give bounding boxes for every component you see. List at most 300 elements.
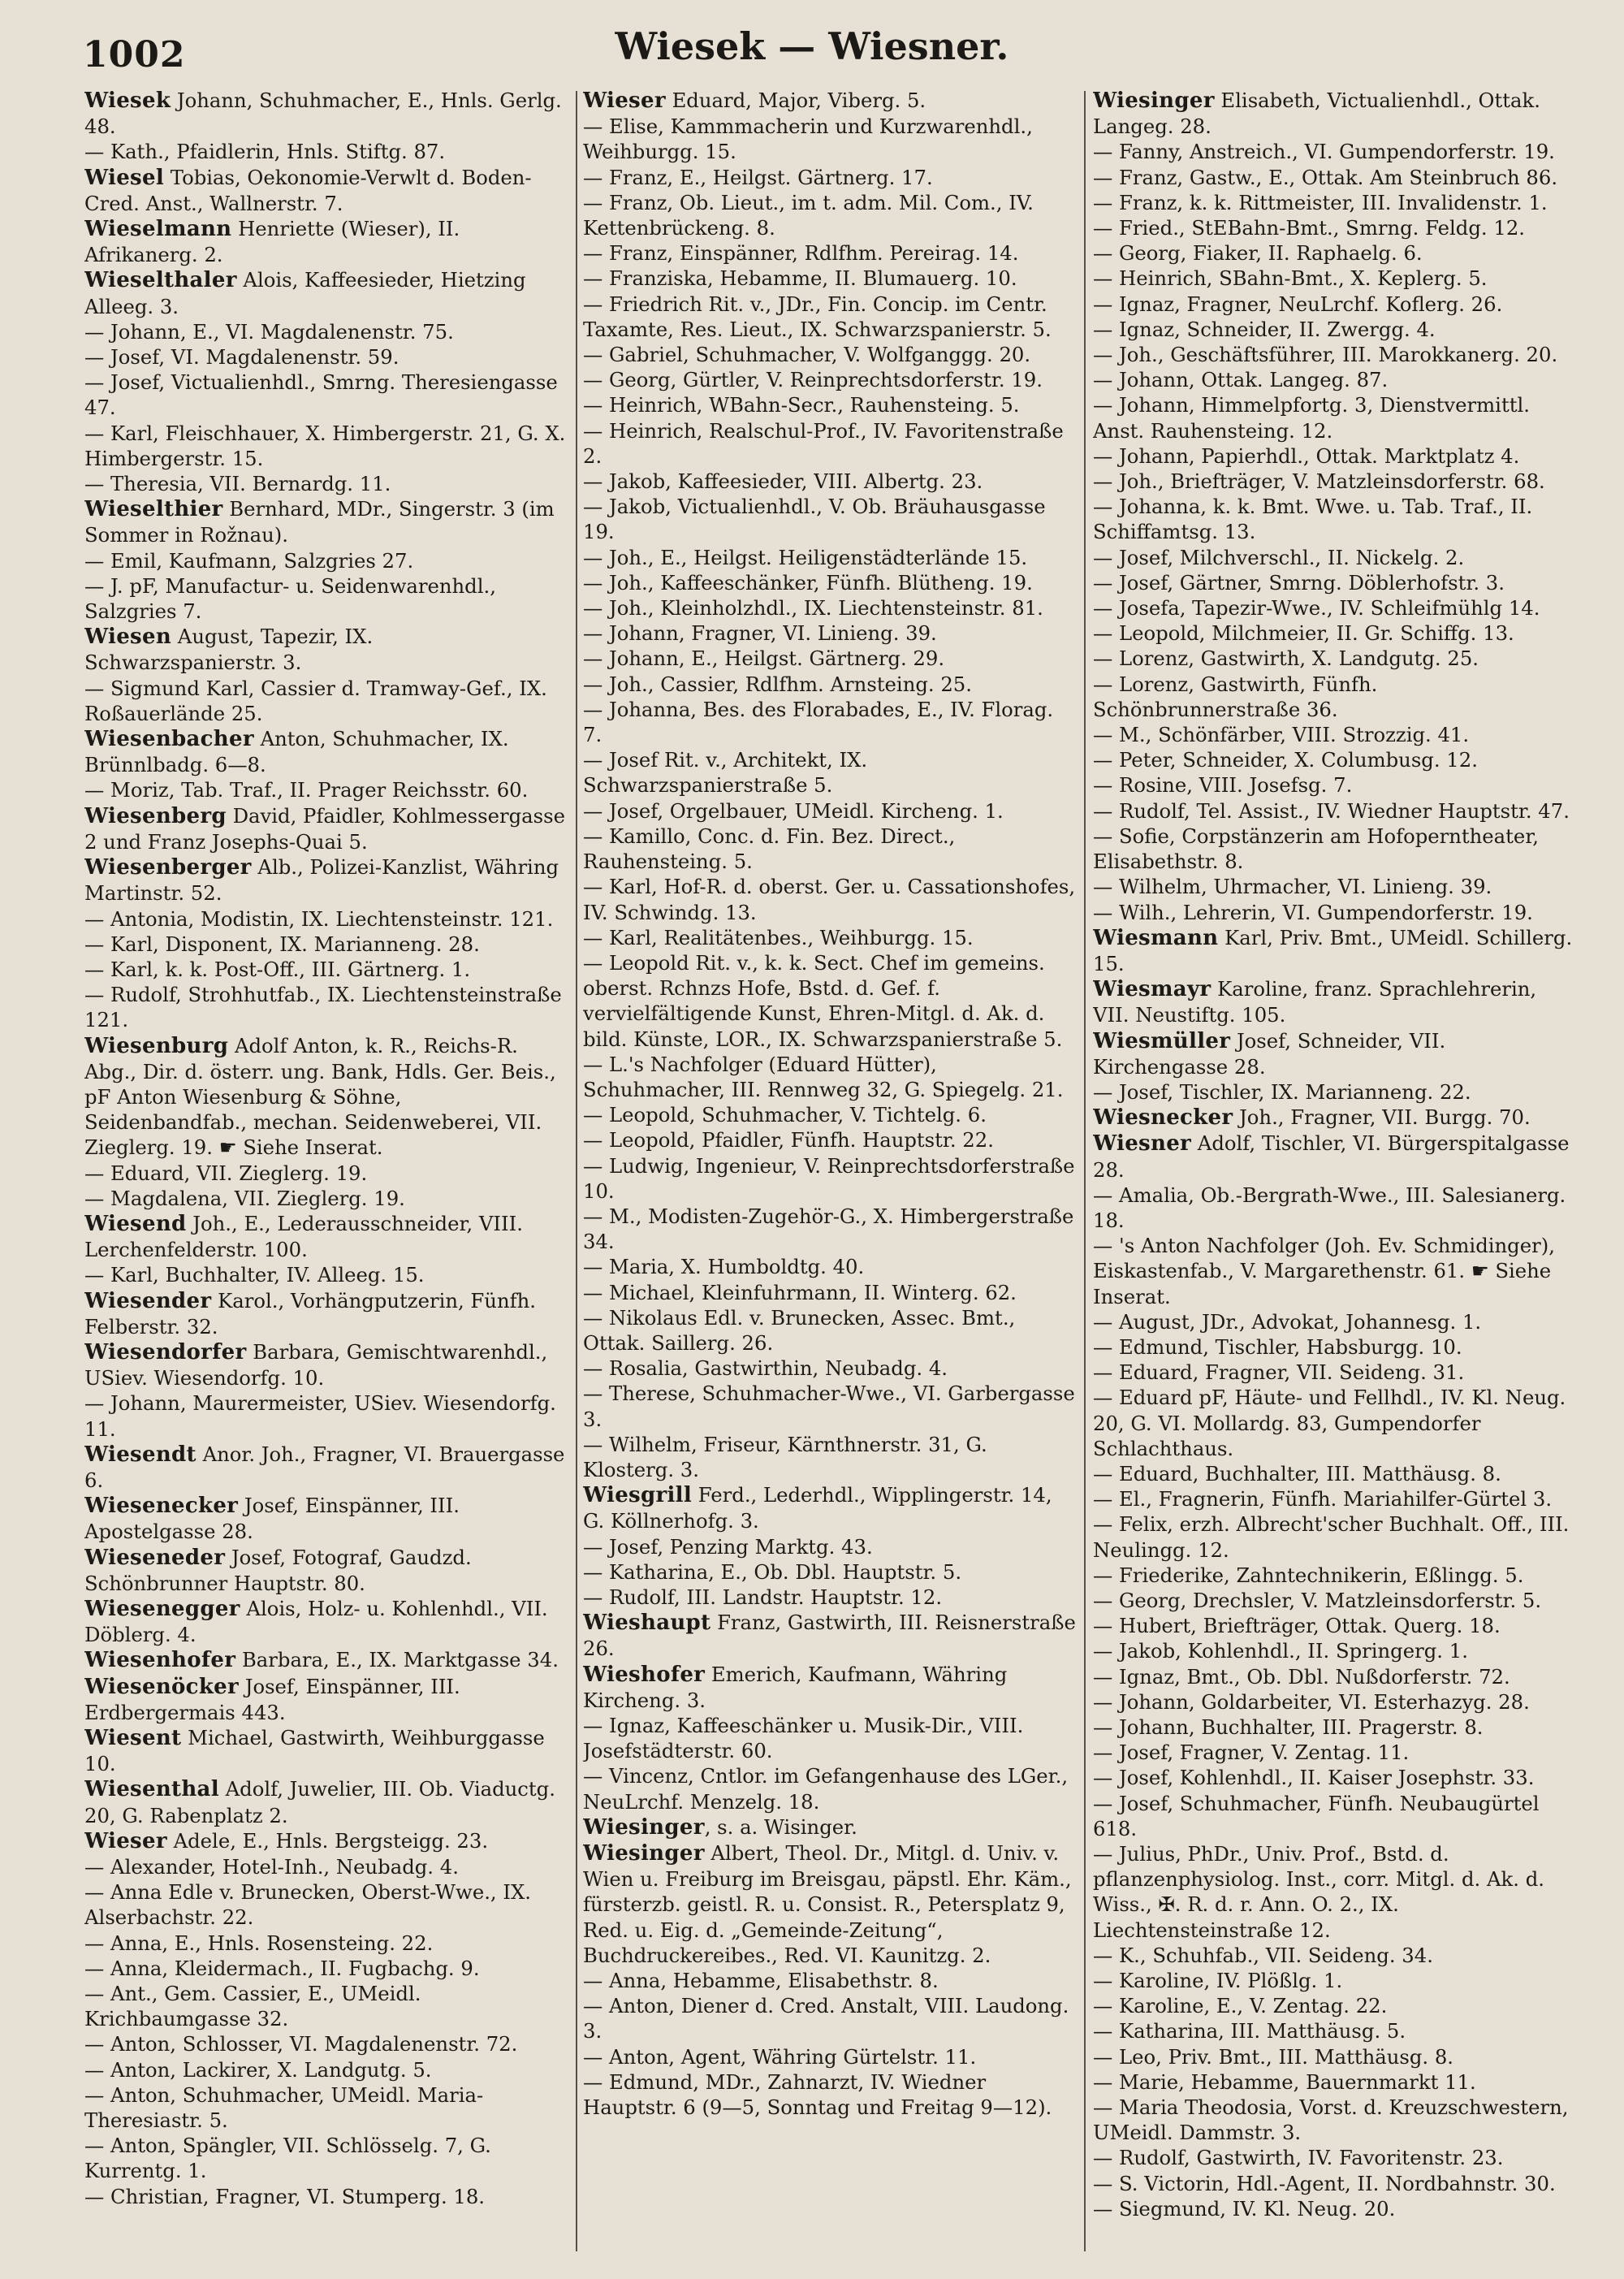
column-2 <box>583 88 1077 2264</box>
column-1 <box>84 88 568 2264</box>
entry-text: Emerich, Kaufmann, Währing Kircheng. 3. <box>583 1662 1008 1712</box>
entry-text: — Josef, Kohlenhdl., II. Kaiser Josephstr. 33. <box>1093 1766 1535 1790</box>
entry-text: — Rosalia, Gastwirthin, Neubadg. 4. <box>583 1356 948 1381</box>
entry-text: — Gabriel, Schuhmacher, V. Wolfganggg. 20. <box>583 343 1031 367</box>
entry-text: — Josef, Tischler, IX. Marianneng. 22. <box>1093 1079 1471 1104</box>
entry-text: — Kamillo, Conc. d. Fin. Bez. Direct., Rauhensteing. 5. <box>583 824 956 874</box>
entry-text: Anton, Schuhmacher, IX. Brünnlbadg. 6—8. <box>84 727 509 777</box>
directory-entry-headword <box>84 1647 568 1673</box>
entry-text: Eduard, Major, Viberg. 5. <box>665 89 926 112</box>
directory-entry <box>1093 2069 1579 2095</box>
directory-entry <box>583 697 1077 747</box>
running-head: Wiesek — Wiesner. <box>615 24 1009 68</box>
entry-surname: Wiesenberg <box>84 803 227 828</box>
entry-text: — Vincenz, Cntlor. im Gefangenhause des LGer., NeuLrchf. Menzelg. 18. <box>583 1764 1069 1814</box>
entry-text: — Maria Theodosia, Vorst. d. Kreuzschwestern, UMeidl. Dammstr. 3. <box>1093 2095 1569 2145</box>
directory-entry <box>1093 1791 1579 1841</box>
entry-text: — Eduard, Buchhalter, III. Matthäusg. 8. <box>1093 1461 1501 1485</box>
directory-entry <box>1093 469 1579 494</box>
entry-surname: Wieselthaler <box>84 268 237 293</box>
entry-text: — Amalia, Ob.-Bergrath-Wwe., III. Salesianerg. 18. <box>1093 1183 1566 1232</box>
entry-text: — Johanna, Bes. des Florabades, E., IV. Florag. 7. <box>583 697 1054 747</box>
entry-text: — Joh., E., Heilgst. Heiligenstädterlände 15. <box>583 545 1028 569</box>
directory-entry <box>84 1390 568 1441</box>
entry-text: — Ignaz, Schneider, II. Zwergg. 4. <box>1093 317 1436 341</box>
entry-text: — Johann, Ottak. Langeg. 87. <box>1093 368 1389 392</box>
directory-entry-headword <box>84 1033 568 1161</box>
entry-text: — Josef, Gärtner, Smrng. Döblerhofstr. 3. <box>1093 570 1505 595</box>
column-3 <box>1093 88 1579 2264</box>
entry-text: — Karl, Hof-R. d. oberst. Ger. u. Cassationshofes, IV. Schwindg. 13. <box>583 875 1076 924</box>
directory-entry <box>583 2069 1077 2120</box>
directory-entry-headword <box>1093 976 1579 1027</box>
directory-entry <box>1093 165 1579 190</box>
entry-text: Franz, Gastwirth, III. Reisnerstraße 26. <box>583 1611 1076 1661</box>
page-number: 1002 <box>83 34 186 76</box>
entry-text: Karl, Priv. Bmt., UMeidl. Schillerg. 15. <box>1093 925 1573 975</box>
entry-text: — Johann, E., VI. Magdalenenstr. 75. <box>84 319 454 344</box>
directory-entry <box>1093 292 1579 317</box>
directory-entry <box>1093 621 1579 646</box>
directory-entry <box>583 672 1077 697</box>
directory-entry <box>583 469 1077 494</box>
entry-text: — Karl, Disponent, IX. Marianneng. 28. <box>84 932 480 956</box>
entry-text: — Heinrich, SBahn-Bmt., X. Keplerg. 5. <box>1093 266 1488 291</box>
entry-text: Josef, Einspänner, III. Apostelgasse 28. <box>84 1494 460 1544</box>
entry-text: — Hubert, Briefträger, Ottak. Querg. 18. <box>1093 1614 1501 1638</box>
directory-entry-headword <box>84 88 568 139</box>
entry-text: — S. Victorin, Hdl.-Agent, II. Nordbahnstr. 30. <box>1093 2171 1556 2195</box>
directory-entry <box>84 957 568 982</box>
directory-entry <box>583 798 1077 824</box>
entry-text: Josef, Fotograf, Gaudzd. Schönbrunner Hauptstr. 80. <box>84 1545 472 1595</box>
entry-text: — Anton, Schuhmacher, UMeidl. Maria-Theresiastr. 5. <box>84 2082 484 2133</box>
entry-text: — Johann, E., Heilgst. Gärtnerg. 29. <box>583 647 945 671</box>
directory-entry <box>84 319 568 344</box>
directory-entry <box>84 1879 568 1930</box>
entry-text: — Theresia, VII. Bernardg. 11. <box>84 472 391 496</box>
directory-entry <box>583 292 1077 342</box>
directory-entry-headword <box>1093 1028 1579 1079</box>
directory-entry <box>84 471 568 496</box>
entry-text: — Ludwig, Ingenieur, V. Reinprechtsdorferstraße 10. <box>583 1153 1075 1203</box>
entry-text: — Karl, k. k. Post-Off., III. Gärtnerg. 1. <box>84 957 471 981</box>
entry-text: — Eduard pF, Häute- und Fellhdl., IV. Kl. Neug. 20, G. VI. Mollardg. 83, Gumpendorfer Schlachthaus. <box>1093 1386 1566 1460</box>
directory-entry-headword <box>1093 925 1579 976</box>
entry-text: — Wilhelm, Friseur, Kärnthnerstr. 31, G. Klosterg. 3. <box>583 1432 987 1481</box>
directory-entry <box>583 950 1077 1052</box>
entry-text: — Ant., Gem. Cassier, E., UMeidl. Krichbaumgasse 32. <box>84 1982 421 2031</box>
directory-entry <box>1093 2018 1579 2043</box>
entry-text: — Katharina, III. Matthäusg. 5. <box>1093 2019 1406 2043</box>
directory-entry <box>1093 317 1579 342</box>
entry-surname: Wiesender <box>84 1288 212 1313</box>
entry-text: — Magdalena, VII. Zieglerg. 19. <box>84 1186 405 1210</box>
entry-surname: Wiesenegger <box>84 1596 240 1621</box>
entry-surname: Wiesnecker <box>1093 1105 1233 1131</box>
directory-entry <box>583 1585 1077 1610</box>
entry-text: — Anna, E., Hnls. Rosensteing. 22. <box>84 1931 434 1955</box>
entry-text: — Eduard, VII. Zieglerg. 19. <box>84 1161 368 1185</box>
directory-entry <box>84 370 568 420</box>
directory-entry <box>1093 1689 1579 1715</box>
directory-entry <box>583 165 1077 190</box>
directory-entry <box>84 2082 568 2133</box>
entry-text: — Jakob, Victualienhdl., V. Ob. Bräuhausgasse 19. <box>583 495 1046 544</box>
entry-text: Elisabeth, Victualienhdl., Ottak. Langeg. 28. <box>1093 89 1540 139</box>
directory-entry <box>1093 1740 1579 1765</box>
directory-entry-headword <box>84 624 568 675</box>
directory-entry <box>583 646 1077 671</box>
directory-entry <box>84 1186 568 1211</box>
entry-text: — Anna, Kleidermach., II. Fugbachg. 9. <box>84 1956 480 1980</box>
directory-entry <box>583 1254 1077 1279</box>
directory-entry <box>583 2044 1077 2069</box>
entry-surname: Wiesenecker <box>84 1494 239 1519</box>
directory-entry <box>1093 1715 1579 1740</box>
entry-text: — Edmund, MDr., Zahnarzt, IV. Wiedner Hauptstr. 6 (9—5, Sonntag und Freitag 9—12). <box>583 2069 1052 2120</box>
directory-entry <box>583 824 1077 874</box>
entry-surname: Wiesenhofer <box>84 1648 236 1673</box>
entry-text: David, Pfaidler, Kohlmessergasse 2 und Franz Josephs-Quai 5. <box>84 803 565 854</box>
entry-text: — Lorenz, Gastwirth, Fünfh. Schönbrunnerstraße 36. <box>1093 672 1378 721</box>
entry-surname: Wiesel <box>84 165 165 190</box>
directory-entry <box>583 367 1077 392</box>
entry-text: — Johann, Papierhdl., Ottak. Marktplatz 4. <box>1093 443 1520 468</box>
directory-entry <box>1093 139 1579 164</box>
entry-text: — Michael, Kleinfuhrmann, II. Winterg. 62. <box>583 1280 1017 1304</box>
directory-entry <box>1093 1486 1579 1511</box>
entry-text: — Anton, Spängler, VII. Schlösselg. 7, G. Kurrentg. 1. <box>84 2134 491 2183</box>
directory-entry <box>84 139 568 164</box>
entry-surname: Wiesmann <box>1093 925 1219 950</box>
entry-text: — Anna Edle v. Brunecken, Oberst-Wwe., IX. Alserbachstr. 22. <box>84 1880 531 1930</box>
entry-text: — Johann, Buchhalter, III. Pragerstr. 8. <box>1093 1715 1484 1739</box>
entry-text: — J. pF, Manufactur- u. Seidenwarenhdl., Salzgries 7. <box>84 573 496 624</box>
directory-entry <box>1093 215 1579 240</box>
directory-entry <box>1093 2171 1579 2196</box>
directory-entry-headword <box>84 1288 568 1339</box>
entry-text: — Franz, Einspänner, Rdlfhm. Pereirag. 14. <box>583 241 1019 266</box>
directory-entry <box>583 1204 1077 1254</box>
entry-text: Albert, Theol. Dr., Mitgl. d. Univ. v. Wien u. Freiburg im Breisgau, päpstl. Ehr. Käm., fürsterzb. geistl. R. u. Consist. R., Petersplatz 9, Red. u. Eig. d. „Gemeinde-Zeitung“, Buchdruckereibes., Red. VI. Kaunitzg. 2. <box>583 1841 1072 1967</box>
entry-text: — Johanna, k. k. Bmt. Wwe. u. Tab. Traf., II. Schiffamtsg. 13. <box>1093 495 1533 544</box>
directory-entry <box>1093 1943 1579 1968</box>
entry-text: Bernhard, MDr., Singerstr. 3 (im Sommer in Rožnau). <box>84 497 555 547</box>
entry-text: — Josef, Milchverschl., II. Nickelg. 2. <box>1093 545 1465 569</box>
entry-surname: Wiesen <box>84 625 172 650</box>
entry-text: — Rudolf, Strohhutfab., IX. Liechtensteinstraße 121. <box>84 983 562 1032</box>
entry-text: Alois, Kaffeesieder, Hietzing Alleeg. 3. <box>84 268 526 318</box>
entry-surname: Wiesgrill <box>583 1483 693 1508</box>
directory-entry-headword <box>84 165 568 216</box>
directory-entry <box>1093 900 1579 925</box>
entry-text: — Johann, Goldarbeiter, VI. Esterhazyg. 28. <box>1093 1689 1530 1714</box>
entry-surname: Wiesenthal <box>84 1777 219 1802</box>
directory-entry <box>583 392 1077 417</box>
directory-entry <box>84 421 568 471</box>
entry-text: — Kath., Pfaidlerin, Hnls. Stiftg. 87. <box>84 140 446 164</box>
entry-text: — Ignaz, Bmt., Ob. Dbl. Nußdorferstr. 72. <box>1093 1664 1510 1689</box>
directory-entry-headword <box>1093 1105 1579 1131</box>
column-divider <box>576 91 577 2251</box>
directory-entry <box>84 2057 568 2082</box>
entry-text: — Johann, Maurermeister, USiev. Wiesendorfg. 11. <box>84 1391 556 1441</box>
entry-surname: Wiesenberger <box>84 855 252 880</box>
directory-entry <box>84 2133 568 2183</box>
entry-text: — Sigmund Karl, Cassier d. Tramway-Gef., IX. Roßauerlände 25. <box>84 676 547 725</box>
entry-text: — Nikolaus Edl. v. Brunecken, Assec. Bmt., Ottak. Saillerg. 26. <box>583 1305 1016 1355</box>
entry-text: — Katharina, E., Ob. Dbl. Hauptstr. 5. <box>583 1559 962 1584</box>
entry-surname: Wieshaupt <box>583 1611 711 1636</box>
entry-text: — K., Schuhfab., VII. Seideng. 34. <box>1093 1943 1433 1967</box>
directory-entry <box>583 595 1077 621</box>
entry-text: — Sofie, Corpstänzerin am Hofoperntheater, Elisabethstr. 8. <box>1093 824 1539 874</box>
directory-entry <box>1093 798 1579 824</box>
entry-text: — Karl, Fleischhauer, X. Himbergerstr. 21, G. X. Himbergerstr. 15. <box>84 421 566 470</box>
directory-entry <box>1093 824 1579 874</box>
entry-text: — Antonia, Modistin, IX. Liechtensteinstr. 121. <box>84 906 554 931</box>
directory-entry-headword <box>583 1610 1077 1661</box>
entry-text: — Friedrich Rit. v., JDr., Fin. Concip. im Centr. Taxamte, Res. Lieut., IX. Schwarzspanierstr. 5. <box>583 292 1052 341</box>
entry-text: — Josefa, Tapezir-Wwe., IV. Schleifmühlg 14. <box>1093 596 1540 621</box>
entry-text: — Lorenz, Gastwirth, X. Landgutg. 25. <box>1093 647 1479 671</box>
entry-text: — Josef, Orgelbauer, UMeidl. Kircheng. 1. <box>583 798 1004 823</box>
entry-surname: Wieseneder <box>84 1545 226 1570</box>
directory-entry-headword <box>84 854 568 906</box>
directory-entry <box>1093 1563 1579 1588</box>
entry-text: — M., Schönfärber, VIII. Strozzig. 41. <box>1093 723 1470 747</box>
entry-surname: Wiesmayr <box>1093 977 1212 1002</box>
entry-text: — Josef, Fragner, V. Zentag. 11. <box>1093 1741 1410 1765</box>
entry-text: — Franz, Ob. Lieut., im t. adm. Mil. Com., IV. Kettenbrückeng. 8. <box>583 190 1034 240</box>
directory-entry <box>84 932 568 957</box>
entry-surname: Wiesmüller <box>1093 1028 1231 1053</box>
entry-text: — Leopold, Pfaidler, Fünfh. Hauptstr. 22. <box>583 1128 994 1152</box>
directory-entry <box>84 1981 568 2031</box>
entry-text: — Edmund, Tischler, Habsburgg. 10. <box>1093 1334 1462 1359</box>
entry-text: — Johann, Fragner, VI. Linieng. 39. <box>583 621 937 646</box>
entry-text: — Joh., Briefträger, V. Matzleinsdorferstr. 68. <box>1093 469 1545 494</box>
directory-entry <box>583 1713 1077 1763</box>
directory-entry <box>583 342 1077 367</box>
directory-entry-headword <box>84 726 568 777</box>
directory-entry-headword <box>84 1596 568 1647</box>
directory-entry <box>1093 494 1579 544</box>
directory-entry <box>84 1931 568 1956</box>
entry-text: Joh., E., Lederausschneider, VIII. Lerchenfelderstr. 100. <box>84 1211 523 1262</box>
entry-text: Adolf, Juwelier, III. Ob. Viaductg. 20, G. Rabenplatz 2. <box>84 1777 555 1827</box>
directory-entry-headword <box>84 803 568 854</box>
entry-text: Adolf Anton, k. R., Reichs-R. Abg., Dir. d. österr. ung. Bank, Hdls. Ger. Beis., pF Anton Wiesenburg & Söhne, Seidenbandfab., mechan. Seidenweberei, VII. Zieglerg. 19. ☛ Siehe Inserat. <box>84 1033 556 1160</box>
directory-entry <box>84 344 568 370</box>
entry-text: — Jakob, Kohlenhdl., II. Springerg. 1. <box>1093 1639 1468 1663</box>
directory-entry <box>583 494 1077 544</box>
entry-text: Tobias, Oekonomie-Verwlt d. Boden-Cred. Anst., Wallnerstr. 7. <box>84 165 532 215</box>
directory-entry <box>1093 1461 1579 1486</box>
entry-surname: Wiesner <box>1093 1131 1192 1157</box>
directory-entry-headword <box>84 267 568 318</box>
entry-text: — Emil, Kaufmann, Salzgries 27. <box>84 548 414 573</box>
directory-entry-headword <box>84 1545 568 1596</box>
directory-entry-headword <box>583 88 1077 114</box>
entry-text: Karol., Vorhängputzerin, Fünfh. Felberstr. 32. <box>84 1288 536 1338</box>
directory-entry <box>1093 1613 1579 1638</box>
directory-entry <box>1093 1079 1579 1105</box>
entry-text: — Marie, Hebamme, Bauernmarkt 11. <box>1093 2069 1476 2094</box>
directory-entry <box>84 777 568 802</box>
directory-entry <box>1093 266 1579 291</box>
directory-entry <box>583 1102 1077 1127</box>
directory-entry-headword <box>84 1442 568 1493</box>
directory-entry <box>1093 672 1579 722</box>
directory-entry <box>84 1854 568 1879</box>
directory-entry <box>1093 1588 1579 1613</box>
entry-text: — Peter, Schneider, X. Columbusg. 12. <box>1093 748 1478 772</box>
directory-entry <box>1093 1334 1579 1360</box>
directory-entry <box>583 1305 1077 1356</box>
directory-entry-headword <box>1093 88 1579 139</box>
directory-entry-headword <box>84 1493 568 1544</box>
entry-text: — Siegmund, IV. Kl. Neug. 20. <box>1093 2196 1396 2221</box>
entry-text: — Alexander, Hotel-Inh., Neubadg. 4. <box>84 1855 459 1879</box>
entry-text: — Josef, Schuhmacher, Fünfh. Neubaugürtel 618. <box>1093 1791 1540 1840</box>
entry-surname: Wieser <box>84 1828 167 1853</box>
entry-text: — Anton, Diener d. Cred. Anstalt, VIII. Laudong. 3. <box>583 1994 1069 2043</box>
directory-entry <box>583 240 1077 266</box>
entry-text: — Johann, Himmelpfortg. 3, Dienstvermittl. Anst. Rauhensteing. 12. <box>1093 393 1530 443</box>
entry-surname: Wiesenöcker <box>84 1674 239 1699</box>
directory-entry <box>583 1356 1077 1381</box>
directory-entry <box>1093 2044 1579 2069</box>
directory-entry <box>84 2184 568 2209</box>
directory-entry <box>583 1052 1077 1102</box>
entry-text: — Joh., Cassier, Rdlfhm. Arnsteing. 25. <box>583 672 972 696</box>
entry-text: Ferd., Lederhdl., Wipplingerstr. 14, G. Köllnerhofg. 3. <box>583 1483 1052 1533</box>
directory-entry <box>1093 747 1579 772</box>
entry-text: — Christian, Fragner, VI. Stumperg. 18. <box>84 2184 486 2208</box>
directory-entry <box>583 114 1077 164</box>
directory-entry <box>1093 1765 1579 1790</box>
directory-entry-headword <box>84 1211 568 1262</box>
entry-text: Michael, Gastwirth, Weihburggasse 10. <box>84 1726 545 1776</box>
entry-text: — Karl, Buchhalter, IV. Alleeg. 15. <box>84 1263 425 1287</box>
directory-entry-headword <box>84 1339 568 1390</box>
entry-text: — Fried., StEBahn-Bmt., Smrng. Feldg. 12. <box>1093 216 1526 240</box>
entry-text: — Ignaz, Fragner, NeuLrchf. Koflerg. 26. <box>1093 292 1503 316</box>
entry-text: — Leopold, Milchmeier, II. Gr. Schiffg. 13. <box>1093 621 1514 646</box>
entry-text: Alois, Holz- u. Kohlenhdl., VII. Döblerg. 4. <box>84 1596 548 1647</box>
directory-entry <box>583 1280 1077 1305</box>
directory-entry <box>583 190 1077 240</box>
directory-entry <box>583 1432 1077 1482</box>
entry-text: — Franziska, Hebamme, II. Blumauerg. 10. <box>583 266 1017 291</box>
entry-surname: Wiesendt <box>84 1442 197 1467</box>
directory-entry <box>583 1559 1077 1585</box>
entry-text: — Franz, k. k. Rittmeister, III. Invalidenstr. 1. <box>1093 190 1548 214</box>
entry-text: — Karoline, E., V. Zentag. 22. <box>1093 1994 1388 2018</box>
entry-text: — Wilh., Lehrerin, VI. Gumpendorferstr. 19. <box>1093 900 1533 924</box>
entry-text: — Heinrich, WBahn-Secr., Rauhensteing. 5. <box>583 393 1020 417</box>
directory-entry <box>1093 874 1579 899</box>
directory-entry <box>1093 240 1579 266</box>
entry-text: — Anna, Hebamme, Elisabethstr. 8. <box>583 1969 939 1993</box>
entry-text: — Rudolf, III. Landstr. Hauptstr. 12. <box>583 1585 943 1609</box>
entry-text: — Felix, erzh. Albrecht'scher Buchhalt. Off., III. Neulingg. 12. <box>1093 1512 1570 1562</box>
directory-entry-headword <box>84 1674 568 1725</box>
directory-entry <box>1093 570 1579 595</box>
directory-entry <box>583 418 1077 469</box>
entry-surname: Wiesenburg <box>84 1033 229 1058</box>
entry-text: — M., Modisten-Zugehör-G., X. Himbergerstraße 34. <box>583 1204 1074 1254</box>
directory-entry <box>1093 1360 1579 1385</box>
directory-entry <box>583 1993 1077 2043</box>
directory-entry <box>1093 1841 1579 1943</box>
entry-text: — Maria, X. Humboldtg. 40. <box>583 1255 865 1279</box>
entry-text: — Josef Rit. v., Architekt, IX. Schwarzspanierstraße 5. <box>583 748 868 798</box>
directory-entry <box>1093 2145 1579 2170</box>
entry-text: — Therese, Schuhmacher-Wwe., VI. Garbergasse 3. <box>583 1382 1075 1431</box>
entry-text: — Josef, Victualienhdl., Smrng. Theresiengasse 47. <box>84 370 558 420</box>
directory-entry <box>84 573 568 624</box>
entry-text: Alb., Polizei-Kanzlist, Währing Martinstr. 52. <box>84 855 559 906</box>
entry-text: Anor. Joh., Fragner, VI. Brauergasse 6. <box>84 1442 565 1492</box>
entry-text: — Ignaz, Kaffeeschänker u. Musik-Dir., VIII. Josefstädterstr. 60. <box>583 1714 1024 1763</box>
directory-entry <box>583 1763 1077 1814</box>
directory-entry <box>1093 722 1579 747</box>
entry-text: — Heinrich, Realschul-Prof., IV. Favoritenstraße 2. <box>583 418 1064 468</box>
entry-surname: Wieshofer <box>583 1662 706 1687</box>
entry-text: — Josef, VI. Magdalenenstr. 59. <box>84 345 400 370</box>
entry-text: Joh., Fragner, VII. Burgg. 70. <box>1233 1105 1531 1130</box>
directory-entry-headword <box>84 1828 568 1854</box>
entry-text: — Friederike, Zahntechnikerin, Eßlingg. 5. <box>1093 1563 1524 1587</box>
entry-text: — El., Fragnerin, Fünfh. Mariahilfer-Gürtel 3. <box>1093 1487 1553 1511</box>
entry-text: — Rudolf, Tel. Assist., IV. Wiedner Hauptstr. 47. <box>1093 798 1570 823</box>
directory-entry <box>84 1262 568 1287</box>
directory-entry-headword <box>1093 1131 1579 1182</box>
entry-surname: Wiesendorfer <box>84 1339 247 1364</box>
entry-text: — Moriz, Tab. Traf., II. Prager Reichsstr. 60. <box>84 778 529 802</box>
directory-entry <box>84 1956 568 1981</box>
directory-entry-headword <box>84 1776 568 1827</box>
directory-entry <box>583 1534 1077 1559</box>
directory-entry <box>84 1161 568 1186</box>
entry-text: Henriette (Wieser), II. Afrikanerg. 2. <box>84 217 460 267</box>
directory-entry <box>583 621 1077 646</box>
entry-text: Josef, Einspänner, III. Erdbergermais 443. <box>84 1674 460 1724</box>
directory-entry <box>1093 646 1579 671</box>
entry-text: — Jakob, Kaffeesieder, VIII. Albertg. 23. <box>583 469 983 494</box>
directory-entry-headword <box>583 1840 1077 1968</box>
directory-entry <box>1093 1183 1579 1233</box>
directory-entry <box>1093 2095 1579 2145</box>
entry-text: — Elise, Kammmacherin und Kurzwarenhdl., Weihburgg. 15. <box>583 115 1033 164</box>
directory-entry-headword <box>583 1814 1077 1840</box>
entry-text: — Anton, Lackirer, X. Landgutg. 5. <box>84 2057 432 2082</box>
entry-surname: Wiesinger <box>583 1841 705 1866</box>
directory-entry <box>1093 190 1579 215</box>
directory-entry <box>1093 1511 1579 1562</box>
directory-entry <box>583 570 1077 595</box>
directory-entry <box>583 266 1077 291</box>
directory-entry <box>1093 1309 1579 1334</box>
entry-text: — 's Anton Nachfolger (Joh. Ev. Schmidinger), Eiskastenfab., V. Margarethenstr. 61. ☛ Siehe Inserat. <box>1093 1234 1555 1308</box>
entry-text: Adolf, Tischler, VI. Bürgerspitalgasse 28. <box>1093 1131 1570 1182</box>
directory-entry <box>1093 595 1579 621</box>
directory-entry <box>583 747 1077 798</box>
entry-text: — Karl, Realitätenbes., Weihburgg. 15. <box>583 925 974 949</box>
